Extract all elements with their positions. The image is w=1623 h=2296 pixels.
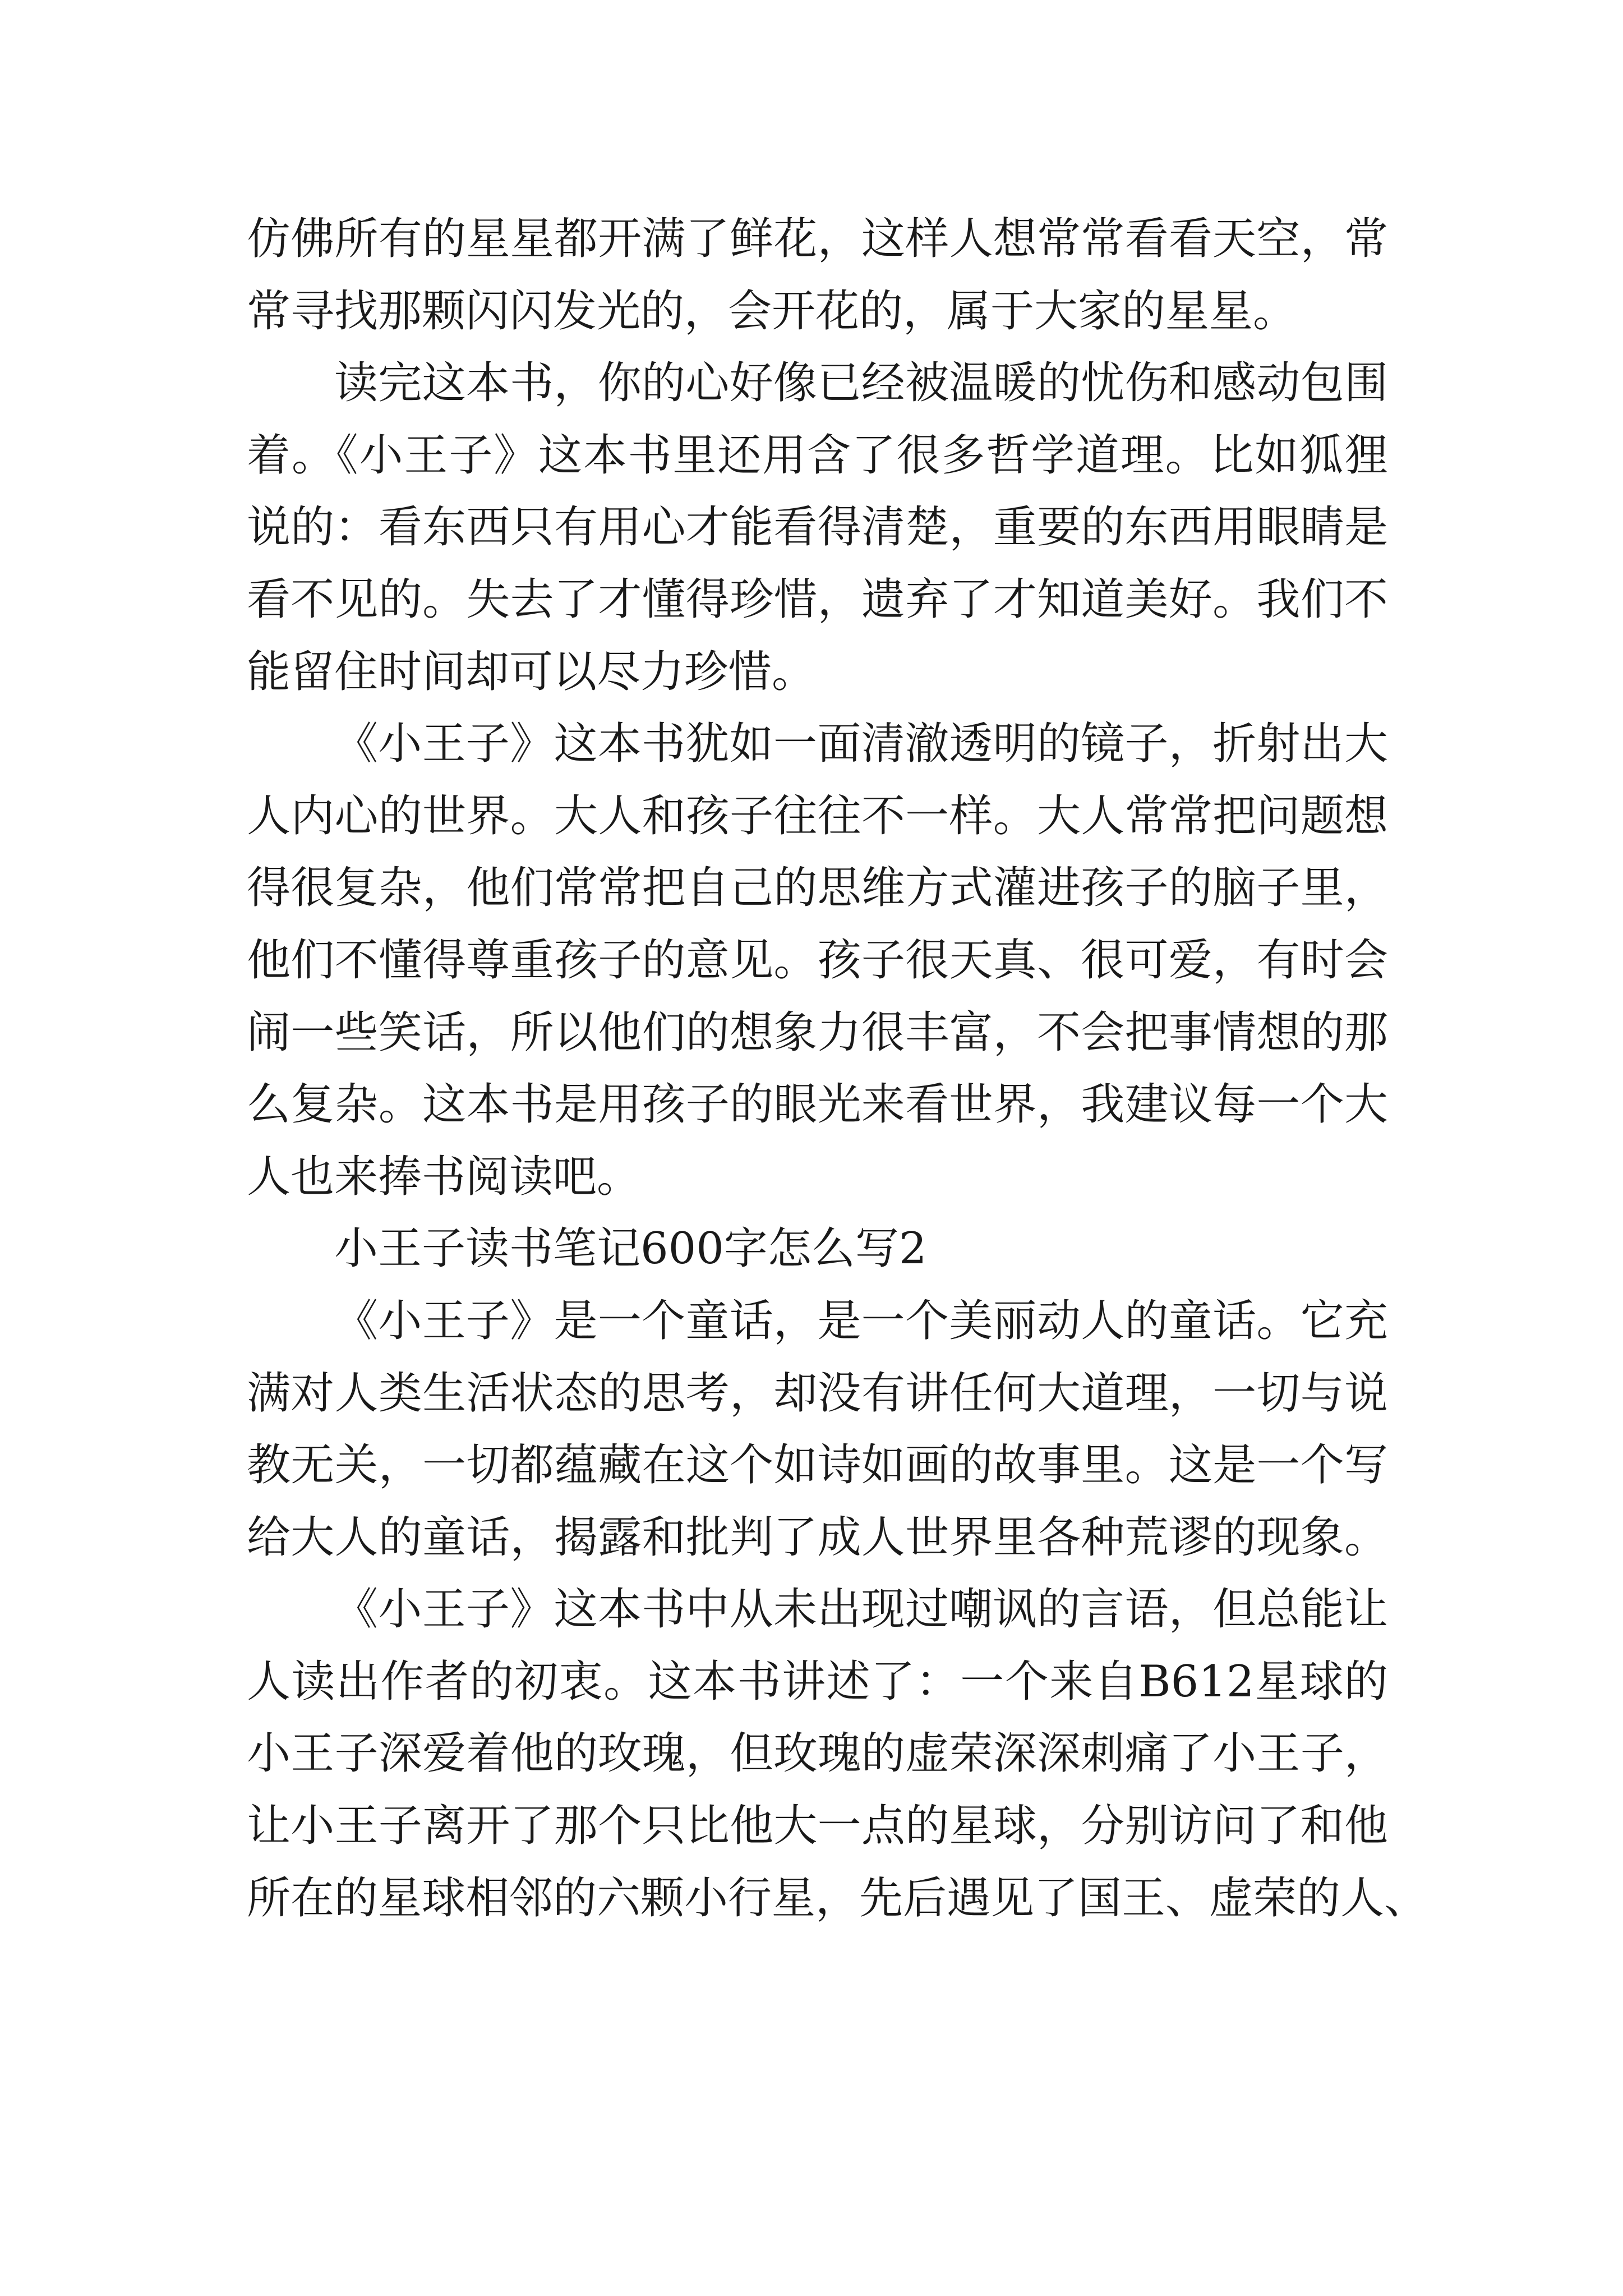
paragraph-3 [247, 708, 1388, 1213]
text-line: 人内心的世界。大人和孩子往往不一样。大人常常把问题想 [247, 790, 1388, 841]
text-line: 《小王子》这本书犹如一面清澈透明的镜子，折射出大 [334, 719, 1388, 770]
paragraph-5 [247, 1573, 1428, 1934]
text-line: 满对人类生活状态的思考，却没有讲任何大道理，一切与说 [247, 1368, 1388, 1419]
text-line: 常寻找那颗闪闪发光的，会开花的，属于大家的星星。 [247, 286, 1297, 337]
text-line: 仿佛所有的星星都开满了鲜花，这样人想常常看看天空，常 [247, 214, 1388, 264]
text-line: 给大人的童话，揭露和批判了成人世界里各种荒谬的现象。 [247, 1512, 1388, 1563]
text-line: 教无关，一切都蕴藏在这个如诗如画的故事里。这是一个写 [247, 1440, 1388, 1491]
text-line: 《小王子》是一个童话，是一个美丽动人的童话。它充 [334, 1295, 1388, 1346]
document-body [247, 203, 1428, 1934]
text-line: 得很复杂，他们常常把自己的思维方式灌进孩子的脑子里， [247, 863, 1388, 914]
text-line: 读完这本书，你的心好像已经被温暖的忧伤和感动包围 [334, 358, 1388, 409]
text-line: 闹一些笑话，所以他们的想象力很丰富，不会把事情想的那 [247, 1007, 1388, 1058]
text-line: 人也来捧书阅读吧。 [247, 1151, 641, 1202]
heading-line: 小王子读书笔记600字怎么写2 [334, 1223, 927, 1274]
text-line: 说的：看东西只有用心才能看得清楚，重要的东西用眼睛是 [247, 502, 1388, 553]
text-line: 小王子深爱着他的玫瑰，但玫瑰的虚荣深深刺痛了小王子， [247, 1728, 1388, 1779]
text-line: 能留住时间却可以尽力珍惜。 [247, 646, 816, 697]
text-line: 让小王子离开了那个只比他大一点的星球，分别访问了和他 [247, 1801, 1388, 1852]
text-line: 么复杂。这本书是用孩子的眼光来看世界，我建议每一个大 [247, 1079, 1388, 1130]
text-line: 《小王子》这本书中从未出现过嘲讽的言语，但总能让 [334, 1584, 1388, 1635]
section-heading [247, 1213, 1388, 1285]
paragraph-4 [247, 1285, 1388, 1573]
text-line: 所在的星球相邻的六颗小行星，先后遇见了国王、虚荣的人、 [247, 1872, 1428, 1924]
paragraph-1 [247, 203, 1388, 347]
text-line: 人读出作者的初衷。这本书讲述了：一个来自B612星球的 [247, 1656, 1388, 1707]
paragraph-2 [247, 347, 1388, 708]
text-line: 看不见的。失去了才懂得珍惜，遗弃了才知道美好。我们不 [247, 574, 1388, 625]
text-line: 他们不懂得尊重孩子的意见。孩子很天真、很可爱，有时会 [247, 935, 1388, 986]
text-line: 着。《小王子》这本书里还用含了很多哲学道理。比如狐狸 [247, 430, 1388, 481]
